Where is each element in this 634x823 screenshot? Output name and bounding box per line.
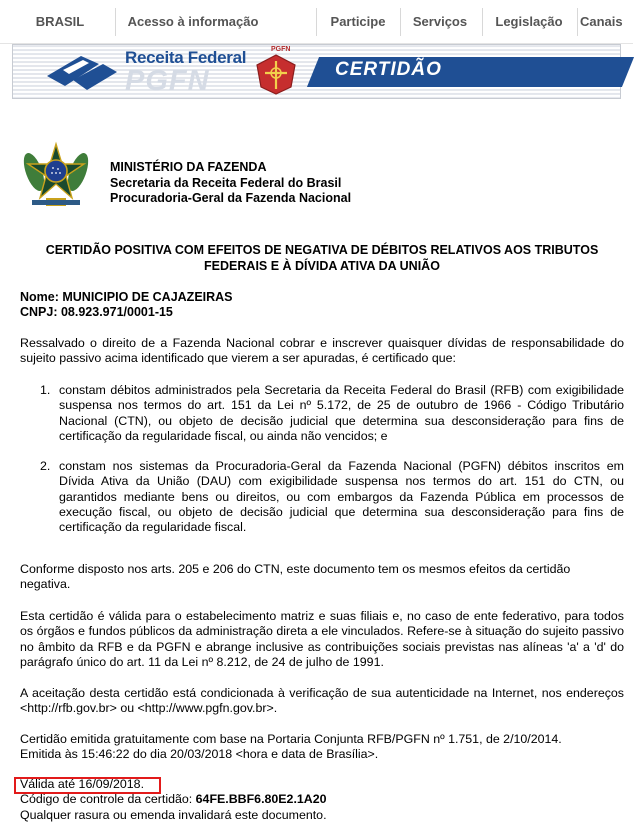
taxpayer-info xyxy=(20,290,233,320)
nav-acesso-informacao[interactable]: Acesso à informação xyxy=(127,14,259,29)
issued-at-paragraph: Emitida às 15:46:22 do dia 20/03/2018 <hora e data de Brasília>. xyxy=(20,747,379,761)
certificate-title-line-2: FEDERAIS E À DÍVIDA ATIVA DA UNIÃO xyxy=(204,258,440,273)
nav-canais[interactable]: Canais xyxy=(580,14,623,29)
nav-legislacao[interactable]: Legislação xyxy=(495,14,563,29)
erasure-warning: Qualquer rasura ou emenda invalidará este documento. xyxy=(20,807,327,822)
nav-participe[interactable]: Participe xyxy=(330,14,386,29)
nav-divider xyxy=(400,8,401,36)
validity-scope-paragraph: Esta certidão é válida para o estabelecimento matriz e suas filiais e, no caso de ente federativo, para todos os órgãos e fundos públicos da administração direta a ele vinculados. Refere-se à situação do sujeito passivo no âmbito da RFB e da PGFN e abrange inclusive as contribuições sociais previstas nas alíneas 'a' a 'd' do parágrafo único do art. 11 da Lei nº 8.212, de 24 de julho de 1991. xyxy=(20,609,624,669)
effects-paragraph: Conforme disposto nos arts. 205 e 206 do CTN, este documento tem os mesmos efeitos da certidão negativa. xyxy=(20,562,571,592)
pgfn-emblem-icon xyxy=(251,53,301,95)
list-item-text: constam nos sistemas da Procuradoria-Geral da Fazenda Nacional (PGFN) débitos inscritos em Dívida Ativa da União (DAU) com exigibilidade suspensa nos termos do art. 151 do CTN, ou garantidos mediante bens ou direitos, ou com embargos da Fazenda Pública em processos de execução fiscal, ou objeto de decisão judicial que determina sua desconsideração para fins de certificação da regularidade fiscal. xyxy=(59,459,624,535)
receita-federal-wordmark: Receita Federal xyxy=(125,48,247,67)
control-code-line xyxy=(20,792,327,807)
certificate-title xyxy=(20,243,624,274)
taxpayer-name: Nome: MUNICIPIO DE CAJAZEIRAS xyxy=(20,290,233,304)
nav-brasil[interactable]: BRASIL xyxy=(35,14,85,29)
receita-federal-logo-icon xyxy=(43,50,121,94)
certification-list xyxy=(20,383,624,536)
nav-divider xyxy=(316,8,317,36)
certificate-footer xyxy=(20,777,327,823)
intro-paragraph: Ressalvado o direito de a Fazenda Nacional cobrar e inscrever quaisquer dívidas de responsabilidade do sujeito passivo acima identificado que vierem a ser apuradas, é certificado que: xyxy=(20,336,624,366)
coat-of-arms-icon xyxy=(22,142,90,210)
nav-divider xyxy=(115,8,116,36)
taxpayer-cnpj: CNPJ: 08.923.971/0001-15 xyxy=(20,305,173,319)
list-item xyxy=(20,383,624,444)
top-navigation xyxy=(0,0,633,44)
nav-servicos[interactable]: Serviços xyxy=(412,14,468,29)
nav-divider xyxy=(482,8,483,36)
list-item xyxy=(20,459,624,535)
list-item-text: constam débitos administrados pela Secretaria da Receita Federal do Brasil (RFB) com exigibilidade suspensa nos termos do art. 151 da Lei nº 5.172, de 25 de outubro de 1966 - Código Tributário Nacional (CTN), ou objeto de decisão judicial que determina sua desconsideração para fins de certificação da regularidade fiscal, ou ainda não vencidos; e xyxy=(59,383,624,443)
control-code-label: Código de controle da certidão: xyxy=(20,792,196,807)
certidao-label: CERTIDÃO xyxy=(335,59,442,80)
acceptance-paragraph: A aceitação desta certidão está condicionada à verificação de sua autenticidade na Internet, nos endereços <http://rfb.gov.br> ou <http://www.pgfn.gov.br>. xyxy=(20,686,624,716)
control-code-value: 64FE.BBF6.80E2.1A20 xyxy=(195,792,327,807)
secretariat-name: Secretaria da Receita Federal do Brasil xyxy=(110,175,342,190)
list-item-number: 1. xyxy=(40,383,51,397)
pgfn-wordmark: PGFN xyxy=(125,65,210,97)
issuing-authority xyxy=(110,160,351,207)
certidao-banner xyxy=(12,44,621,99)
attorney-general-name: Procuradoria-Geral da Fazenda Nacional xyxy=(110,191,352,205)
ministry-name: MINISTÉRIO DA FAZENDA xyxy=(110,160,267,174)
valid-until: Válida até 16/09/2018. xyxy=(20,777,145,791)
issued-free-paragraph: Certidão emitida gratuitamente com base na Portaria Conjunta RFB/PGFN nº 1.751, de 2/10/2014. xyxy=(20,732,562,746)
pgfn-small-label: PGFN xyxy=(271,46,291,53)
list-item-number: 2. xyxy=(40,459,51,474)
certificate-title-line-1: CERTIDÃO POSITIVA COM EFEITOS DE NEGATIVA DE DÉBITOS RELATIVOS AOS TRIBUTOS xyxy=(45,243,599,257)
nav-divider xyxy=(577,8,578,36)
